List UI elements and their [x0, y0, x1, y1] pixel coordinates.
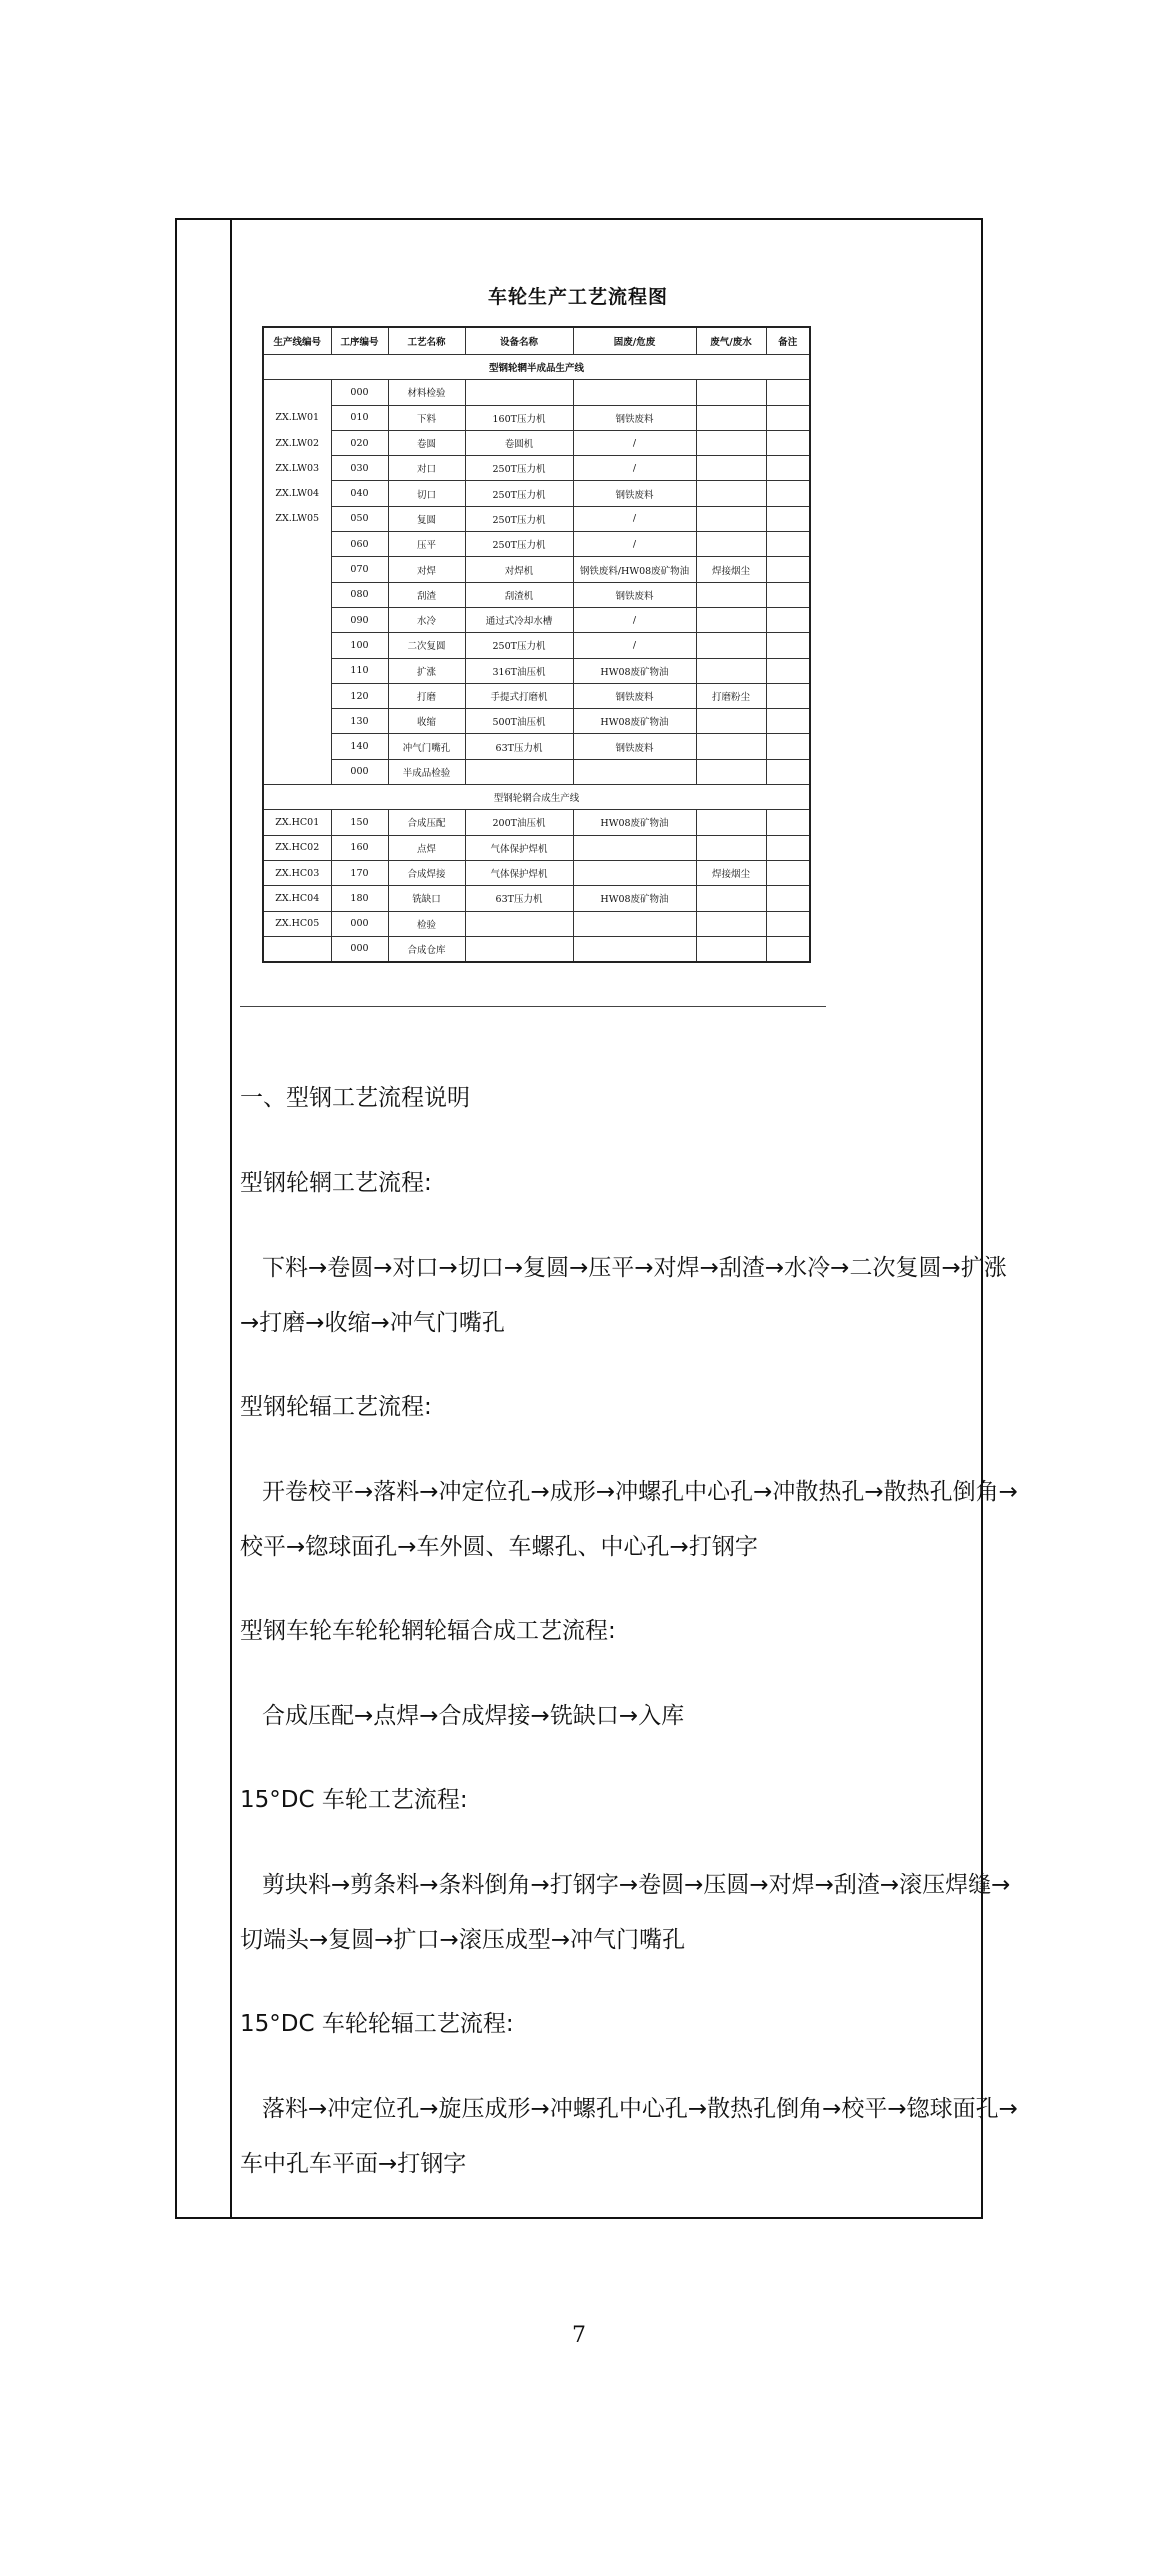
cell-process: 压平 [388, 532, 465, 557]
table-row [263, 481, 810, 506]
cell-note [766, 532, 810, 557]
cell-solid: 钢铁废料 [573, 582, 696, 607]
table-row [263, 709, 810, 734]
cell-note [766, 430, 810, 455]
cell-solid: 钢铁废料 [573, 405, 696, 430]
cell-op: 060 [331, 532, 388, 557]
cell-gas [696, 506, 766, 531]
cell-gas: 打磨粉尘 [696, 683, 766, 708]
cell-op: 100 [331, 633, 388, 658]
dc-disc-process-title: 15°DC 车轮轮辐工艺流程: [240, 2011, 514, 2037]
cell-gas [696, 582, 766, 607]
cell-equipment: 气体保护焊机 [465, 835, 573, 860]
cell-equipment: 63T压力机 [465, 734, 573, 759]
cell-process: 卷圆 [388, 430, 465, 455]
cell-equipment: 250T压力机 [465, 532, 573, 557]
cell-process: 铣缺口 [388, 886, 465, 911]
cell-gas [696, 481, 766, 506]
table-row [263, 582, 810, 607]
cell-equipment [465, 759, 573, 784]
cell-op: 020 [331, 430, 388, 455]
cell-line: ZX.HC05 [263, 911, 331, 936]
cell-equipment: 通过式冷却水槽 [465, 607, 573, 632]
cell-solid: / [573, 430, 696, 455]
table-row [263, 633, 810, 658]
cell-note [766, 810, 810, 835]
cell-solid: HW08废矿物油 [573, 709, 696, 734]
cell-op: 080 [331, 582, 388, 607]
cell-note [766, 759, 810, 784]
line-id: ZX.LW01 [275, 412, 320, 424]
cell-equipment: 250T压力机 [465, 456, 573, 481]
cell-equipment: 卷圆机 [465, 430, 573, 455]
cell-process: 下料 [388, 405, 465, 430]
table-row [263, 658, 810, 683]
cell-note [766, 734, 810, 759]
separator-rule [240, 1006, 826, 1007]
table-row [263, 430, 810, 455]
section-title-row [263, 785, 810, 810]
cell-equipment: 250T压力机 [465, 481, 573, 506]
cell-solid [573, 911, 696, 936]
cell-gas [696, 810, 766, 835]
cell-solid [573, 835, 696, 860]
cell-op: 180 [331, 886, 388, 911]
process-flow-table [262, 326, 811, 963]
rim-process-title: 型钢轮辋工艺流程: [240, 1170, 432, 1196]
cell-note [766, 683, 810, 708]
cell-gas [696, 734, 766, 759]
rim-process-line: 下料→卷圆→对口→切口→复圆→压平→对焊→刮渣→水冷→二次复圆→扩涨 [262, 1255, 1007, 1281]
table-row [263, 759, 810, 784]
cell-note [766, 658, 810, 683]
cell-op: 040 [331, 481, 388, 506]
disc-process-line: 开卷校平→落料→冲定位孔→成形→冲螺孔中心孔→冲散热孔→散热孔倒角→ [262, 1479, 1018, 1505]
rim-process-line: →打磨→收缩→冲气门嘴孔 [240, 1310, 505, 1336]
cell-op: 000 [331, 911, 388, 936]
cell-note [766, 380, 810, 405]
cell-note [766, 860, 810, 885]
cell-gas [696, 759, 766, 784]
cell-equipment: 手提式打磨机 [465, 683, 573, 708]
cell-solid: / [573, 506, 696, 531]
table-header-row [263, 327, 810, 355]
cell-equipment [465, 380, 573, 405]
cell-gas: 焊接烟尘 [696, 557, 766, 582]
cell-gas [696, 430, 766, 455]
cell-process: 水冷 [388, 607, 465, 632]
cell-note [766, 506, 810, 531]
cell-process: 复圆 [388, 506, 465, 531]
cell-solid: HW08废矿物油 [573, 658, 696, 683]
table-row [263, 405, 810, 430]
cell-process: 合成仓库 [388, 936, 465, 962]
table-row [263, 911, 810, 936]
table-row [263, 860, 810, 885]
combo-process-title: 型钢车轮车轮轮辋轮辐合成工艺流程: [240, 1618, 616, 1644]
cell-equipment: 对焊机 [465, 557, 573, 582]
cell-note [766, 886, 810, 911]
line-id: ZX.LW04 [275, 488, 320, 500]
cell-op: 000 [331, 936, 388, 962]
cell-op: 140 [331, 734, 388, 759]
cell-line: ZX.HC01 [263, 810, 331, 835]
cell-equipment: 316T油压机 [465, 658, 573, 683]
cell-gas [696, 658, 766, 683]
cell-gas [696, 886, 766, 911]
cell-process: 打磨 [388, 683, 465, 708]
cell-equipment: 160T压力机 [465, 405, 573, 430]
table-row [263, 506, 810, 531]
cell-process: 半成品检验 [388, 759, 465, 784]
cell-process: 对口 [388, 456, 465, 481]
cell-note [766, 582, 810, 607]
cell-solid: / [573, 532, 696, 557]
cell-process: 二次复圆 [388, 633, 465, 658]
column-header: 备注 [766, 327, 810, 355]
figure-title: 车轮生产工艺流程图 [487, 286, 668, 308]
cell-op: 130 [331, 709, 388, 734]
cell-op: 110 [331, 658, 388, 683]
cell-equipment [465, 936, 573, 962]
cell-solid: 钢铁废料 [573, 481, 696, 506]
cell-gas [696, 607, 766, 632]
table-row [263, 380, 810, 405]
cell-line: ZX.HC03 [263, 860, 331, 885]
cell-process: 材料检验 [388, 380, 465, 405]
table-row [263, 835, 810, 860]
cell-note [766, 607, 810, 632]
table-row [263, 456, 810, 481]
cell-gas [696, 911, 766, 936]
disc-process-title: 型钢轮辐工艺流程: [240, 1394, 432, 1420]
cell-gas [696, 380, 766, 405]
cell-gas [696, 532, 766, 557]
column-header: 工序编号 [331, 327, 388, 355]
cell-gas [696, 835, 766, 860]
table-row [263, 532, 810, 557]
cell-note [766, 456, 810, 481]
dc-wheel-process-title: 15°DC 车轮工艺流程: [240, 1787, 468, 1813]
dc-wheel-process-line: 切端头→复圆→扩口→滚压成型→冲气门嘴孔 [240, 1927, 686, 1953]
cell-process: 扩涨 [388, 658, 465, 683]
dc-disc-process-line: 车中孔车平面→打钢字 [240, 2151, 467, 2177]
cell-op: 120 [331, 683, 388, 708]
frame-divider [230, 220, 232, 2217]
line-id: ZX.LW05 [275, 513, 320, 525]
cell-equipment: 刮渣机 [465, 582, 573, 607]
cell-line [263, 936, 331, 962]
cell-note [766, 633, 810, 658]
cell-solid [573, 860, 696, 885]
table-row [263, 734, 810, 759]
cell-equipment: 63T压力机 [465, 886, 573, 911]
column-header: 固废/危废 [573, 327, 696, 355]
table-row [263, 936, 810, 962]
cell-op: 160 [331, 835, 388, 860]
cell-note [766, 911, 810, 936]
cell-process: 收缩 [388, 709, 465, 734]
cell-line: ZX.HC04 [263, 886, 331, 911]
cell-solid [573, 759, 696, 784]
cell-equipment: 气体保护焊机 [465, 860, 573, 885]
cell-solid: HW08废矿物油 [573, 810, 696, 835]
table-row [263, 557, 810, 582]
cell-note [766, 405, 810, 430]
table-row [263, 810, 810, 835]
table-row [263, 683, 810, 708]
cell-equipment: 250T压力机 [465, 633, 573, 658]
cell-solid: HW08废矿物油 [573, 886, 696, 911]
cell-op: 000 [331, 380, 388, 405]
cell-process: 合成焊接 [388, 860, 465, 885]
cell-equipment: 500T油压机 [465, 709, 573, 734]
cell-note [766, 936, 810, 962]
cell-solid: 钢铁废料 [573, 683, 696, 708]
section-title: 型钢轮辋半成品生产线 [263, 355, 810, 380]
cell-solid: / [573, 607, 696, 632]
cell-gas [696, 709, 766, 734]
line-id: ZX.LW02 [275, 437, 320, 449]
column-header: 生产线编号 [263, 327, 331, 355]
cell-process: 刮渣 [388, 582, 465, 607]
cell-gas: 焊接烟尘 [696, 860, 766, 885]
cell-gas [696, 936, 766, 962]
column-header: 废气/废水 [696, 327, 766, 355]
line-id-spacer [266, 380, 329, 405]
cell-process: 检验 [388, 911, 465, 936]
cell-note [766, 557, 810, 582]
table-row [263, 886, 810, 911]
line-id: ZX.LW03 [275, 462, 320, 474]
section-title-row [263, 355, 810, 380]
dc-wheel-process-line: 剪块料→剪条料→条料倒角→打钢字→卷圆→压圆→对焊→刮渣→滚压焊缝→ [262, 1872, 1011, 1898]
cell-note [766, 835, 810, 860]
cell-op: 030 [331, 456, 388, 481]
cell-process: 对焊 [388, 557, 465, 582]
cell-equipment [465, 911, 573, 936]
cell-process: 合成压配 [388, 810, 465, 835]
cell-op: 170 [331, 860, 388, 885]
page-number: 7 [572, 2323, 586, 2348]
column-header: 工艺名称 [388, 327, 465, 355]
cell-solid: 钢铁废料/HW08废矿物油 [573, 557, 696, 582]
cell-note [766, 481, 810, 506]
cell-solid: / [573, 633, 696, 658]
cell-gas [696, 633, 766, 658]
cell-op: 050 [331, 506, 388, 531]
disc-process-line: 校平→锪球面孔→车外圆、车螺孔、中心孔→打钢字 [240, 1534, 758, 1560]
cell-op: 000 [331, 759, 388, 784]
table-row [263, 607, 810, 632]
cell-process: 点焊 [388, 835, 465, 860]
cell-process: 切口 [388, 481, 465, 506]
section-title: 型钢轮辋合成生产线 [263, 785, 810, 810]
column-header: 设备名称 [465, 327, 573, 355]
cell-equipment: 200T油压机 [465, 810, 573, 835]
cell-process: 冲气门嘴孔 [388, 734, 465, 759]
cell-note [766, 709, 810, 734]
cell-op: 010 [331, 405, 388, 430]
section-heading: 一、型钢工艺流程说明 [240, 1085, 470, 1111]
dc-disc-process-line: 落料→冲定位孔→旋压成形→冲螺孔中心孔→散热孔倒角→校平→锪球面孔→ [262, 2096, 1018, 2122]
cell-solid [573, 936, 696, 962]
cell-solid: 钢铁废料 [573, 734, 696, 759]
cell-equipment: 250T压力机 [465, 506, 573, 531]
line-id-cell [263, 380, 331, 785]
cell-op: 150 [331, 810, 388, 835]
cell-gas [696, 456, 766, 481]
cell-gas [696, 405, 766, 430]
cell-op: 090 [331, 607, 388, 632]
cell-op: 070 [331, 557, 388, 582]
cell-solid: / [573, 456, 696, 481]
cell-solid [573, 380, 696, 405]
cell-line: ZX.HC02 [263, 835, 331, 860]
combo-process-line: 合成压配→点焊→合成焊接→铣缺口→入库 [262, 1703, 685, 1729]
